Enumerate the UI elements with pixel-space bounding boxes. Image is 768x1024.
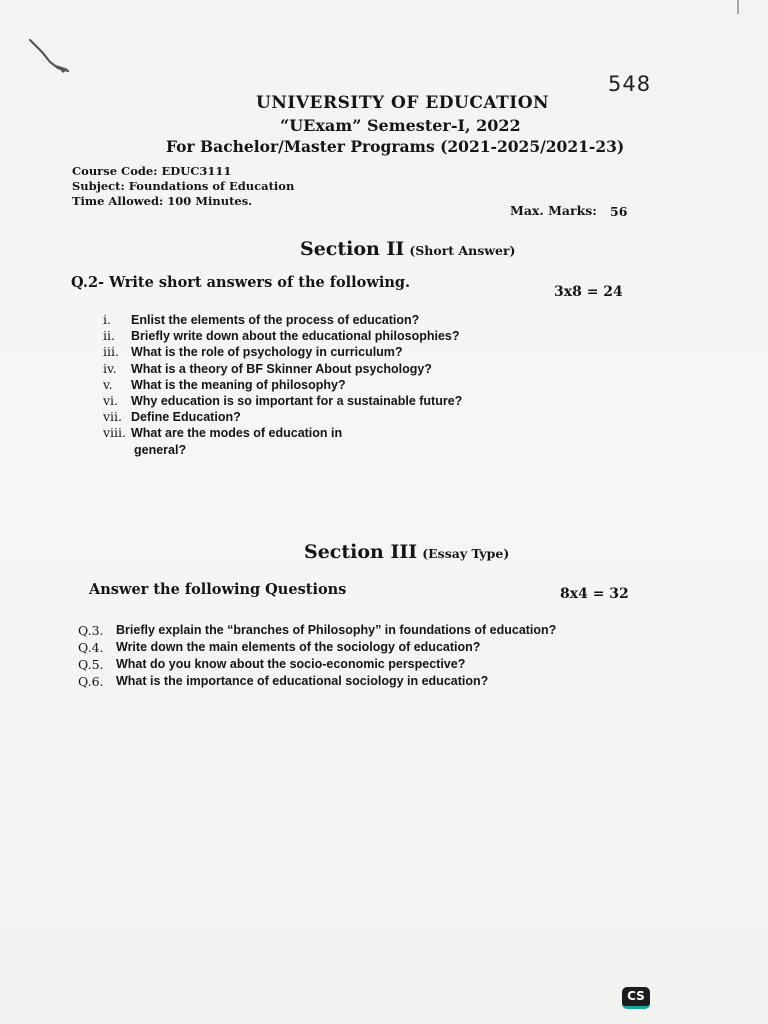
list-item xyxy=(103,328,462,344)
section-2-title: Section II xyxy=(300,238,405,260)
scan-artifact-mark xyxy=(28,38,76,76)
question-2-heading: Q.2- Write short answers of the following. xyxy=(71,274,411,291)
list-item xyxy=(103,361,462,377)
question-text: What do you know about the socio-economic perspective? xyxy=(116,657,466,671)
max-marks-label: Max. Marks: xyxy=(510,203,597,218)
item-number: viii. xyxy=(103,425,127,441)
list-item xyxy=(103,409,462,425)
list-item xyxy=(103,312,462,328)
question-number: Q.3. xyxy=(78,623,104,638)
list-item xyxy=(78,622,556,639)
list-item xyxy=(103,393,462,409)
section-3-marks: 8x4 = 32 xyxy=(560,586,629,602)
item-number: v. xyxy=(103,376,113,392)
item-number: ii. xyxy=(103,328,115,344)
handwritten-page-number: 548 xyxy=(608,72,652,96)
exam-title: “UExam” Semester-I, 2022 xyxy=(280,116,521,135)
section-3-title: Section III xyxy=(304,541,418,563)
item-text: Enlist the elements of the process of education? xyxy=(131,313,420,327)
item-text: What is a theory of BF Skinner About psychology? xyxy=(131,361,432,376)
course-subject: Subject: Foundations of Education xyxy=(72,179,295,193)
section-2-heading xyxy=(300,238,515,260)
question-2-marks: 3x8 = 24 xyxy=(554,284,623,300)
time-allowed: Time Allowed: 100 Minutes. xyxy=(72,194,253,208)
list-item xyxy=(103,425,462,441)
list-item xyxy=(103,344,462,360)
question-text: Briefly explain the “branches of Philosophy” in foundations of education? xyxy=(116,623,557,637)
item-text: Why education is so important for a sustainable future? xyxy=(131,393,463,408)
question-text: What is the importance of educational sociology in education? xyxy=(116,674,489,688)
camscanner-logo-icon: CS xyxy=(622,987,650,1009)
item-text: Define Education? xyxy=(131,410,241,425)
program-title: For Bachelor/Master Programs (2021-2025/2021-23) xyxy=(166,137,625,156)
course-code: Course Code: EDUC3111 xyxy=(72,164,232,178)
item-text: What is the role of psychology in curriculum? xyxy=(131,345,403,360)
item-number: vii. xyxy=(103,409,123,425)
item-text: Briefly write down about the educational philosophies? xyxy=(131,329,460,344)
item-text: What is the meaning of philosophy? xyxy=(131,377,346,392)
question-text: Write down the main elements of the sociology of education? xyxy=(116,640,481,654)
list-item xyxy=(78,639,556,656)
essay-question-list xyxy=(78,622,556,690)
question-number: Q.4. xyxy=(78,640,104,655)
question-number: Q.5. xyxy=(78,657,104,672)
item-text: What are the modes of education in xyxy=(131,426,343,441)
item-number: iii. xyxy=(103,344,119,360)
item-number: i. xyxy=(103,312,111,327)
section-3-subtitle: (Essay Type) xyxy=(422,546,510,561)
item-number: iv. xyxy=(103,360,117,376)
section-3-heading xyxy=(304,541,509,563)
question-number: Q.6. xyxy=(78,674,104,689)
list-item xyxy=(78,656,556,673)
scan-edge-line xyxy=(737,0,739,14)
item-number: vi. xyxy=(103,392,119,408)
university-name: UNIVERSITY OF EDUCATION xyxy=(256,93,550,113)
section-3-instructions: Answer the following Questions xyxy=(89,581,347,598)
list-item xyxy=(78,673,556,690)
item-text-continuation: general? xyxy=(134,443,187,457)
short-answer-list xyxy=(103,312,462,442)
section-2-subtitle: (Short Answer) xyxy=(409,243,516,258)
list-item xyxy=(103,377,462,393)
max-marks-value: 56 xyxy=(610,204,628,219)
